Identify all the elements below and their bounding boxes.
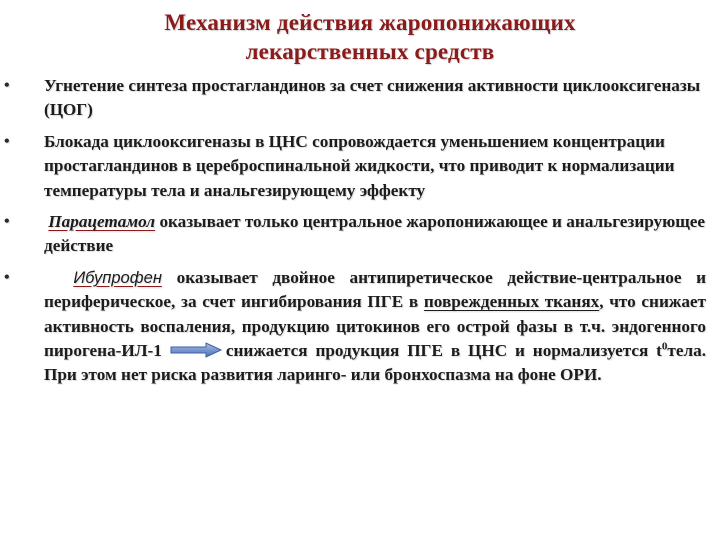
bullet-marker: • (4, 132, 10, 150)
bullet-marker: • (4, 77, 10, 94)
bullet-text-4 (44, 266, 706, 388)
bullet-text-4-part4: тела. При этом нет риска развития ларинго- или бронхоспазма на фоне ОРИ. (44, 341, 706, 385)
bullet-marker: • (4, 213, 10, 231)
bullet-item-2 (0, 130, 720, 203)
drug-name-paracetamol: Парацетамол (48, 212, 156, 232)
bullet-text-3 (44, 210, 706, 259)
bullet-marker: • (4, 268, 10, 286)
bullet-item-3 (0, 210, 720, 259)
bullet-text-3-rest: оказывает только центральное жаропонижающее и анальгезирующее действие (44, 212, 706, 256)
title-line-1: Механизм действия жаропонижающих (164, 10, 576, 35)
bullet-list (0, 74, 720, 395)
bullet-item-1 (0, 74, 720, 123)
bullet-text-2: Блокада циклооксигеназы в ЦНС сопровождается уменьшением концентрации простагландинов в цереброспинальной жидкости, что приводит к нормализации температуры тела и анальгезирующему эффекту (44, 131, 675, 200)
bullet-text-1: Угнетение синтеза простагландинов за счет снижения активности циклооксигеназы (ЦОГ) (44, 76, 701, 120)
bullet-text-4-part1: оказывает двойное антипиретическое действие-центральное и периферическое, за счет ингибирования ПГЕ в (44, 267, 707, 312)
slide-title (40, 8, 700, 66)
bullet-item-4 (0, 266, 720, 388)
right-arrow-icon (170, 341, 222, 357)
title-line-2: лекарственных средств (245, 39, 495, 64)
bullet-text-4-part2: , что снижает активность воспаления, продукцию цитокинов его острой фазы в т.ч. эндогенного пирогена-ИЛ-1 (44, 292, 706, 361)
degree-superscript: 0 (661, 340, 668, 353)
damaged-tissues-text: поврежденных тканях (423, 292, 600, 312)
bullet-text-4-part3: снижается продукция ПГЕ в ЦНС и нормализуется t (225, 341, 662, 361)
drug-name-ibuprofen: Ибупрофен (73, 268, 162, 287)
